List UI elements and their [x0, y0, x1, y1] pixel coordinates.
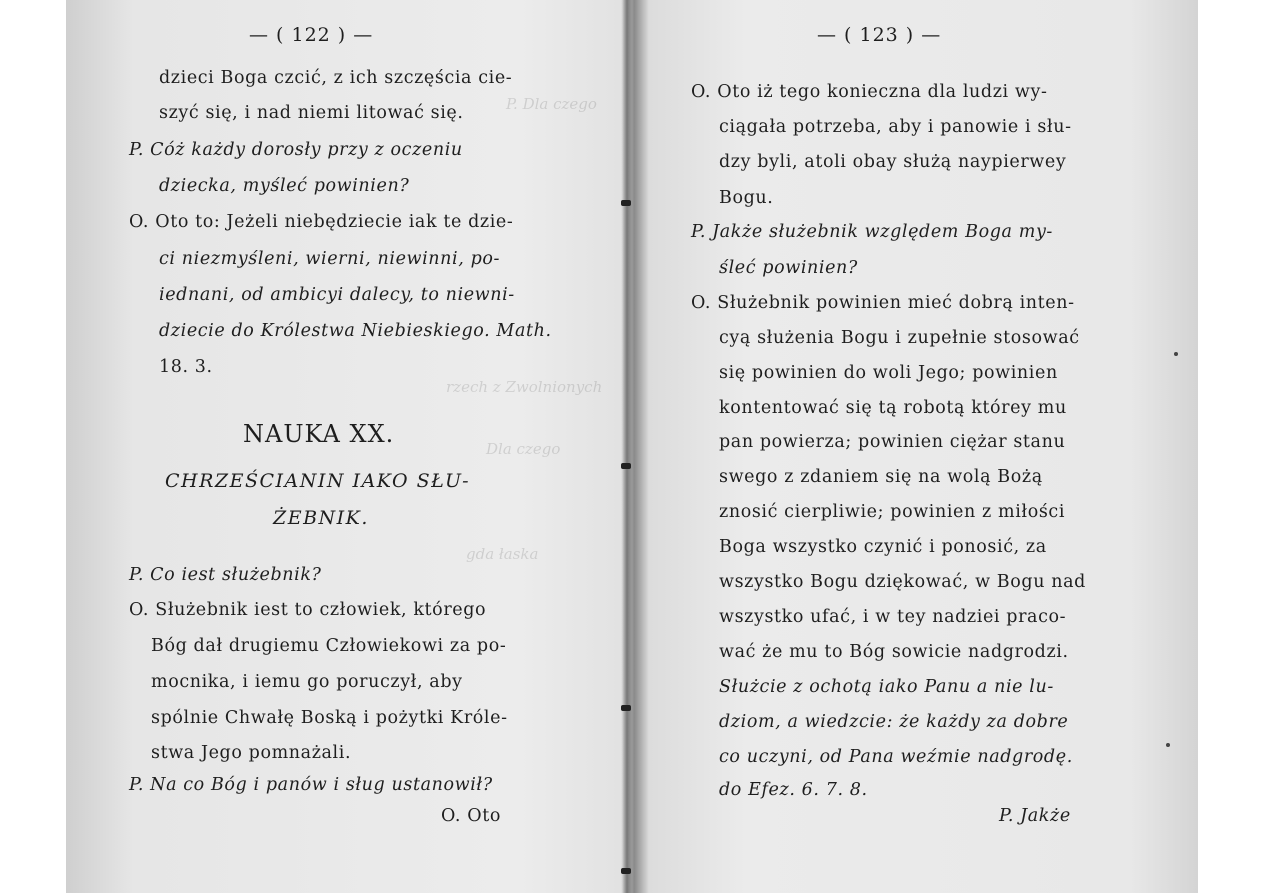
bleed-through: rzech z Zwolnionych [446, 378, 603, 396]
quote-line: Służcie z ochotą iako Panu a nie lu- [719, 677, 1054, 697]
answer-line: pan powierza; powinien ciężar stanu [719, 432, 1066, 452]
answer-line: kontentować się tą robotą którey mu [719, 398, 1067, 418]
page-number-header: — ( 122 ) — [249, 24, 374, 46]
left-page [121, 0, 621, 893]
answer-line: cyą służenia Bogu i zupełnie stosować [719, 328, 1080, 348]
catchword: O. Oto [441, 806, 501, 826]
answer-line: swego z zdaniem się na wolą Bożą [719, 467, 1043, 487]
answer-line: wszystko Bogu dziękować, w Bogu nad [719, 572, 1086, 592]
answer-line: O. Oto to: Jeżeli niebędziecie iak te dzie- [129, 212, 514, 232]
answer-line: wszystko ufać, i w tey nadziei praco- [719, 607, 1067, 627]
text-line: dzieci Boga czcić, z ich szczęścia cie- [159, 68, 513, 88]
answer-line: znosić cierpliwie; powinien z miłości [719, 502, 1066, 522]
answer-line: stwa Jego pomnażali. [151, 743, 352, 763]
citation-line: do Efez. 6. 7. 8. [719, 780, 868, 800]
answer-line: Boga wszystko czynić i ponosić, za [719, 537, 1047, 557]
answer-line: Bogu. [719, 188, 774, 208]
chapter-subheading: CHRZEŚCIANIN IAKO SŁU- [165, 470, 471, 492]
binding-stitch [621, 463, 631, 469]
chapter-subheading: ŻEBNIK. [273, 507, 369, 529]
page-number-header: — ( 123 ) — [817, 24, 942, 46]
right-page [681, 0, 1121, 893]
book-gutter [622, 0, 632, 893]
binding-stitch [621, 868, 631, 874]
bleed-through: P. Dla czego [506, 95, 597, 113]
answer-line: dziecie do Królestwa Niebieskiego. Math. [159, 321, 552, 341]
answer-line: Bóg dał drugiemu Człowiekowi za po- [151, 636, 507, 656]
paper-speck [1166, 743, 1170, 747]
chapter-heading: NAUKA XX. [243, 420, 395, 448]
text-line: szyć się, i nad niemi litować się. [159, 103, 464, 123]
answer-line: mocnika, i iemu go poruczył, aby [151, 672, 463, 692]
answer-line: O. Służebnik powinien mieć dobrą inten- [691, 293, 1075, 313]
paper-speck [1174, 352, 1178, 356]
answer-line: ciągała potrzeba, aby i panowie i słu- [719, 117, 1072, 137]
answer-line: O. Oto iż tego konieczna dla ludzi wy- [691, 82, 1048, 102]
binding-stitch [621, 705, 631, 711]
question-line: P. Cóż każdy dorosły przy z oczeniu [129, 140, 463, 160]
answer-line: ci niezmyśleni, wierni, niewinni, po- [159, 249, 501, 269]
catchword: P. Jakże [999, 806, 1071, 826]
question-line: dziecka, myśleć powinien? [159, 176, 410, 196]
question-line: P. Na co Bóg i panów i sług ustanowił? [129, 775, 493, 795]
question-line: P. Jakże służebnik względem Boga my- [691, 222, 1053, 242]
quote-line: dziom, a wiedzcie: że każdy za dobre [719, 712, 1069, 732]
binding-stitch [621, 200, 631, 206]
answer-line: O. Służebnik iest to człowiek, którego [129, 600, 487, 620]
book-scan [66, 0, 1198, 893]
bleed-through: gda łaska [466, 545, 539, 563]
text-line: 18. 3. [159, 357, 213, 377]
answer-line: iednani, od ambicyi dalecy, to niewni- [159, 285, 515, 305]
quote-line: co uczyni, od Pana weźmie nadgrodę. [719, 747, 1073, 767]
bleed-through: Dla czego [486, 440, 561, 458]
answer-line: spólnie Chwałę Boską i pożytki Króle- [151, 708, 508, 728]
answer-line: wać że mu to Bóg sowicie nadgrodzi. [719, 642, 1069, 662]
question-line: P. Co iest służebnik? [129, 565, 322, 585]
question-line: śleć powinien? [719, 258, 858, 278]
answer-line: dzy byli, atoli obay służą naypierwey [719, 152, 1067, 172]
answer-line: się powinien do woli Jego; powinien [719, 363, 1058, 383]
